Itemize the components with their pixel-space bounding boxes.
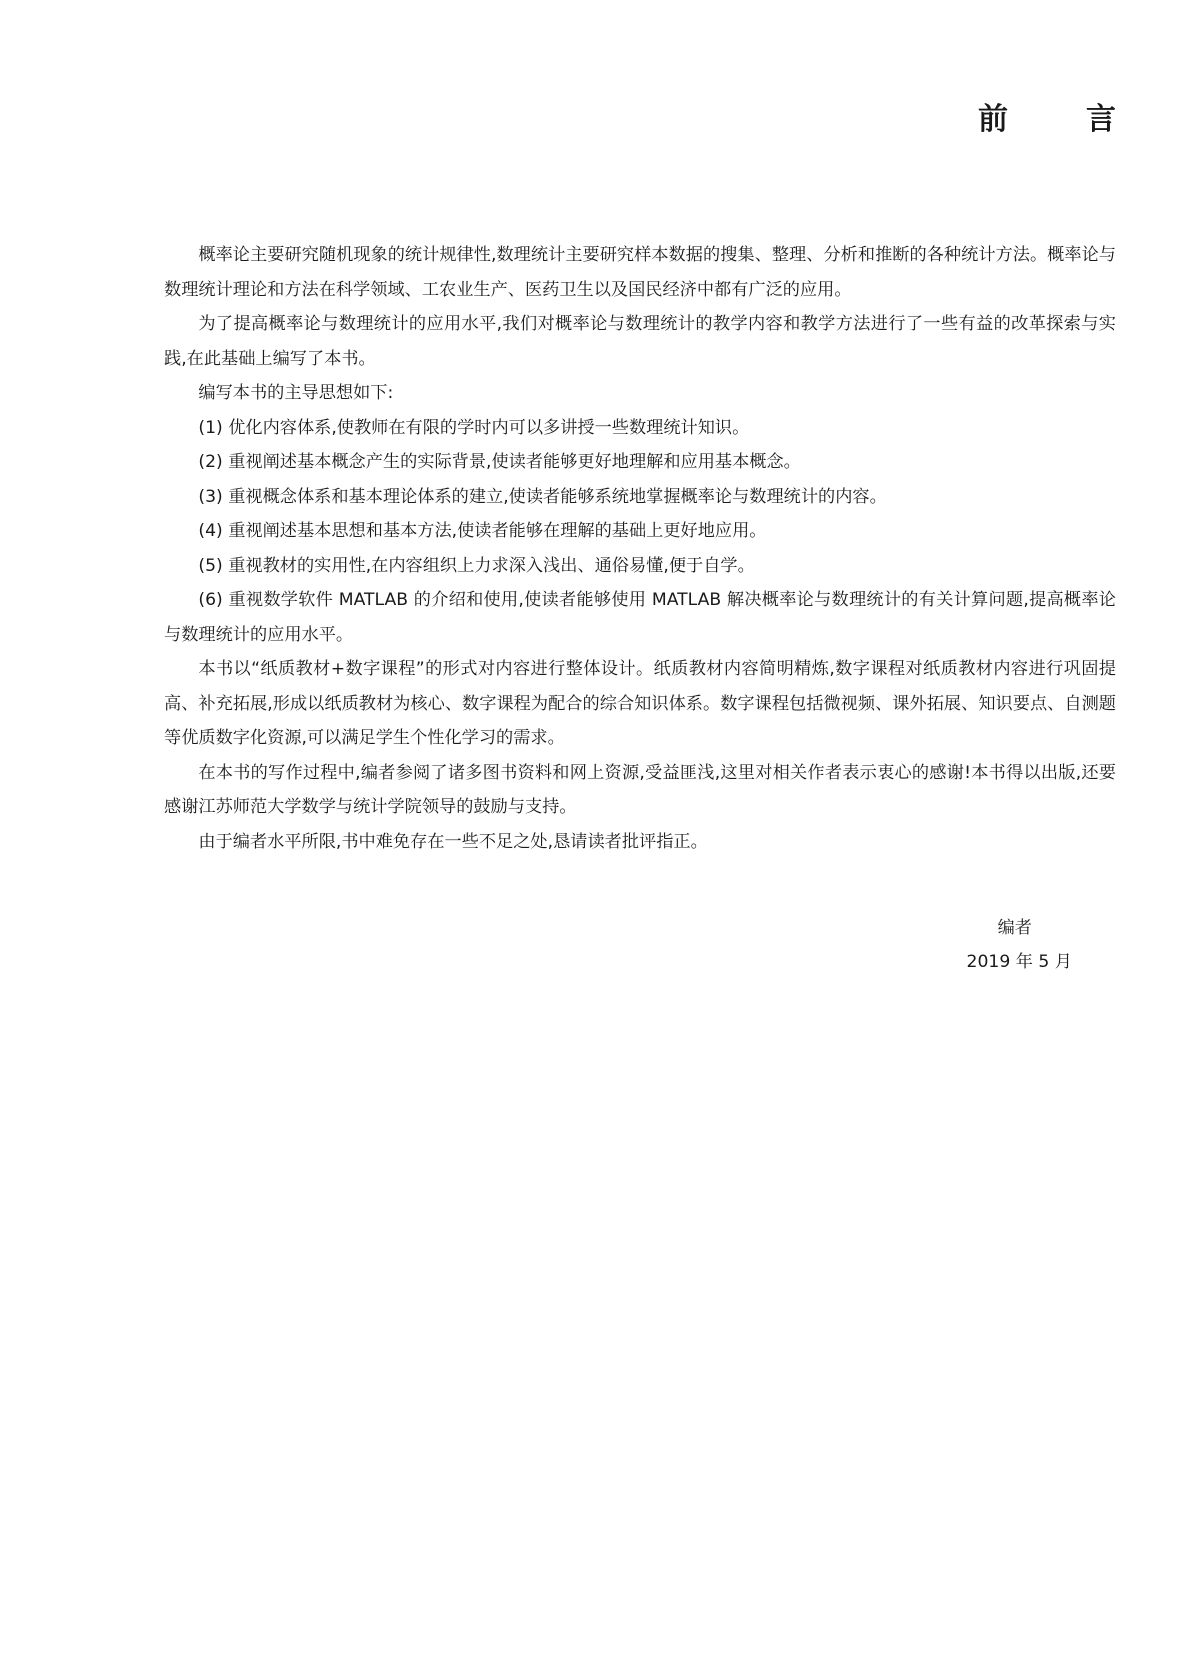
preface-body	[164, 238, 1116, 859]
list-item-3: (3) 重视概念体系和基本理论体系的建立,使读者能够系统地掌握概率论与数理统计的内容。	[198, 486, 887, 507]
list-item-6: (6) 重视数学软件 MATLAB 的介绍和使用,使读者能够使用 MATLAB 解决概率论与数理统计的有关计算问题,提高概率论与数理统计的应用水平。	[164, 590, 1116, 645]
signature-date: 2019 年 5 月	[966, 952, 1072, 972]
paragraph-closing: 由于编者水平所限,书中难免存在一些不足之处,恳请读者批评指正。	[198, 831, 708, 852]
list-item-5: (5) 重视教材的实用性,在内容组织上力求深入浅出、通俗易懂,便于自学。	[198, 555, 755, 576]
list-item-1: (1) 优化内容体系,使教师在有限的学时内可以多讲授一些数理统计知识。	[198, 417, 750, 438]
list-item-2: (2) 重视阐述基本概念产生的实际背景,使读者能够更好地理解和应用基本概念。	[198, 452, 801, 472]
list-item-4: (4) 重视阐述基本思想和基本方法,使读者能够在理解的基础上更好地应用。	[198, 521, 767, 541]
paragraph-intro: 概率论主要研究随机现象的统计规律性,数理统计主要研究样本数据的搜集、整理、分析和推断的各种统计方法。概率论与数理统计理论和方法在科学领域、工农业生产、医药卫生以及国民经济中都有广泛的应用。	[164, 245, 1116, 300]
paragraph-guiding-ideas: 编写本书的主导思想如下:	[198, 383, 394, 403]
paragraph-design: 本书以“纸质教材+数字课程”的形式对内容进行整体设计。纸质教材内容简明精炼,数字课程对纸质教材内容进行巩固提高、补充拓展,形成以纸质教材为核心、数字课程为配合的综合知识体系。数字课程包括微视频、课外拓展、知识要点、自测题等优质数字化资源,可以满足学生个性化学习的需求。	[164, 659, 1116, 748]
paragraph-purpose: 为了提高概率论与数理统计的应用水平,我们对概率论与数理统计的教学内容和教学方法进行了一些有益的改革探索与实践,在此基础上编写了本书。	[164, 314, 1116, 369]
paragraph-thanks: 在本书的写作过程中,编者参阅了诸多图书资料和网上资源,受益匪浅,这里对相关作者表示衷心的感谢!本书得以出版,还要感谢江苏师范大学数学与统计学院领导的鼓励与支持。	[164, 762, 1116, 817]
page-title: 前 言	[978, 102, 1140, 137]
signature-author: 编者	[997, 918, 1032, 938]
